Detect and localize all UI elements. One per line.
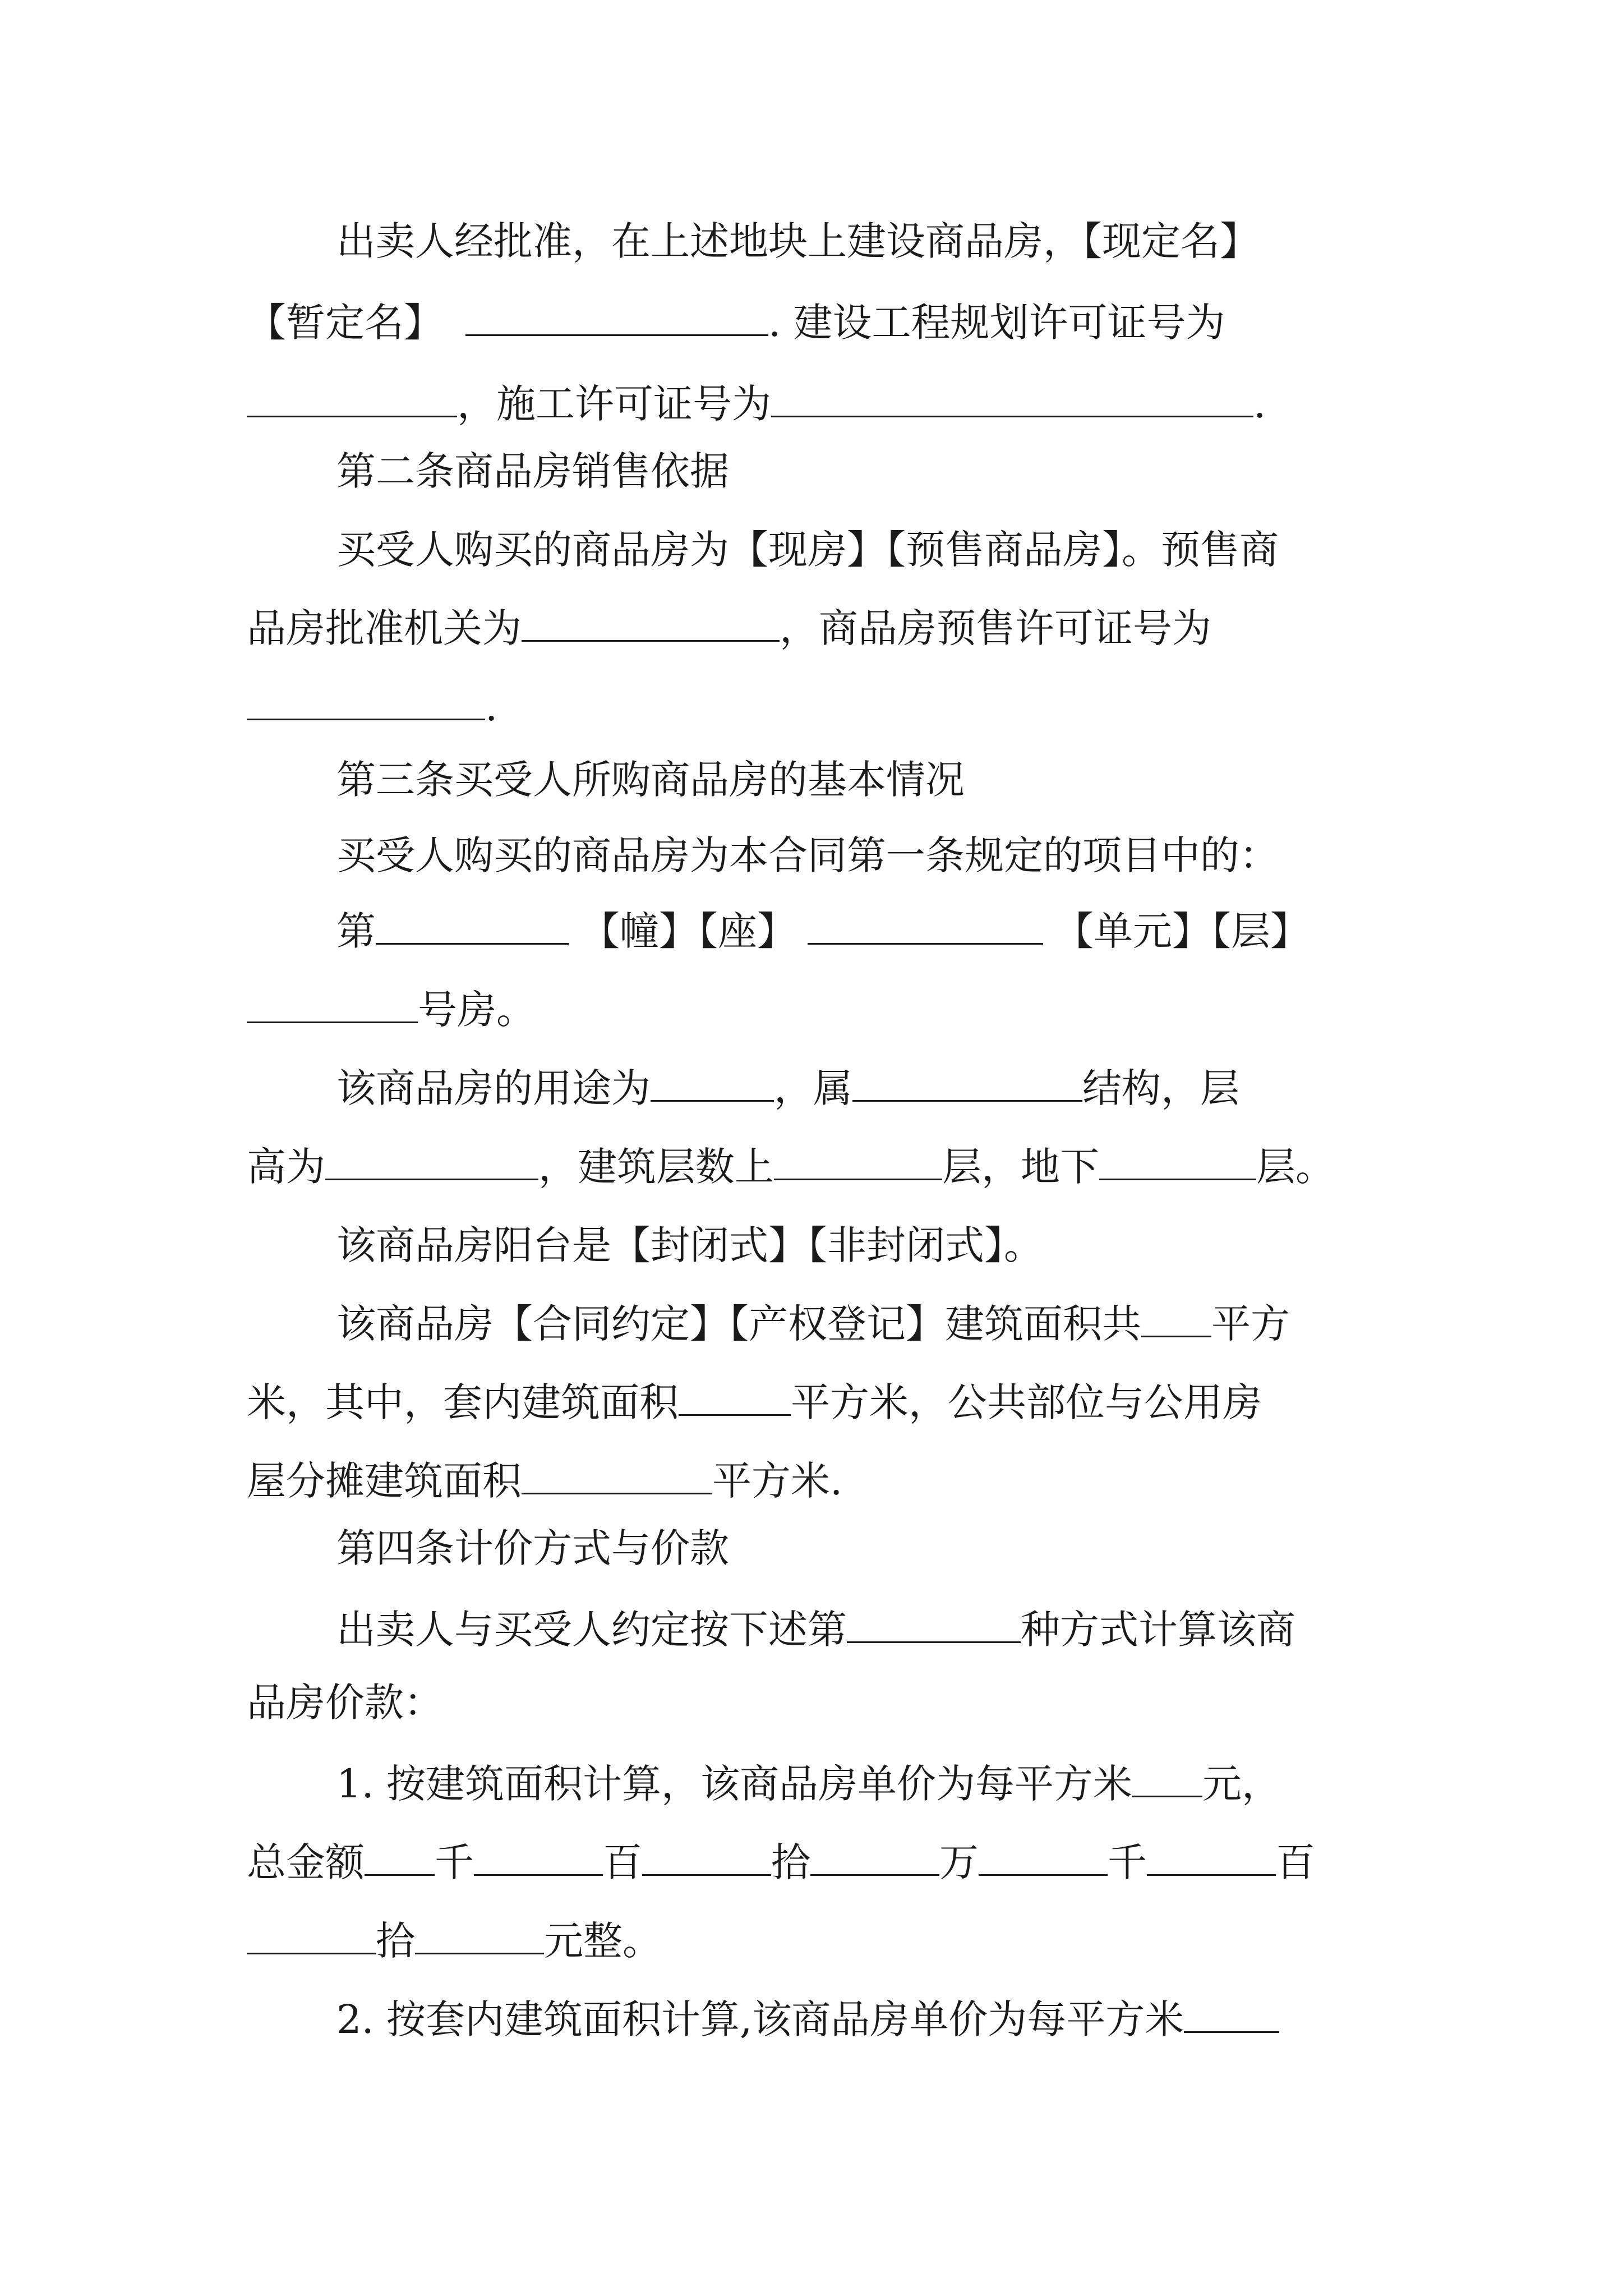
text: 千	[435, 1839, 474, 1885]
text: 高为	[247, 1144, 325, 1190]
text: ，商品房预售许可证号为	[780, 605, 1211, 651]
blank-amount-bai-wan[interactable]	[474, 1837, 603, 1876]
blank-project-name[interactable]	[465, 297, 768, 337]
text: 万	[939, 1839, 979, 1885]
p1-line2	[247, 295, 1380, 351]
text: 买受人购买的商品房为【现房】【预售商品房】。预售商	[336, 527, 1279, 573]
text: 第三条买受人所购商品房的基本情况	[336, 757, 965, 803]
blank-planning-permit[interactable]	[247, 379, 457, 418]
blank-structure[interactable]	[852, 1063, 1082, 1102]
text: 【幢】【座】	[580, 908, 796, 954]
text: 百	[603, 1839, 642, 1885]
text: 米，其中，套内建筑面积	[247, 1379, 679, 1425]
text: . 建设工程规划许可证号为	[768, 300, 1225, 346]
text: 拾	[771, 1839, 810, 1885]
p1-line3	[247, 376, 1380, 432]
text: 1. 按建筑面积计算，该商品房单价为每平方米	[336, 1761, 1133, 1807]
art2-line2	[247, 600, 1380, 656]
text: .	[1253, 381, 1266, 427]
text: 千	[1108, 1839, 1147, 1885]
art4-heading	[336, 1520, 1380, 1576]
blank-method-number[interactable]	[847, 1604, 1021, 1644]
blank-shared-area[interactable]	[522, 1456, 712, 1495]
text: 拾	[376, 1918, 415, 1964]
text: ，建筑层数上	[538, 1144, 774, 1190]
text: .	[485, 684, 498, 730]
blank-amount-wan[interactable]	[810, 1837, 939, 1876]
blank-presale-permit[interactable]	[247, 682, 485, 721]
text: 平方米.	[712, 1458, 843, 1504]
text: 平方	[1211, 1301, 1290, 1347]
art2-line3	[247, 679, 1380, 735]
text: 平方米，公共部位与公用房	[791, 1379, 1262, 1425]
blank-amount-qian[interactable]	[979, 1837, 1108, 1876]
blank-building[interactable]	[376, 906, 569, 945]
text: 种方式计算该商	[1021, 1607, 1295, 1653]
blank-usage[interactable]	[651, 1063, 774, 1102]
text: 屋分摊建筑面积	[247, 1458, 522, 1504]
text: 第四条计价方式与价款	[336, 1525, 729, 1571]
art3-balcony	[336, 1217, 1380, 1273]
text: 结构，层	[1082, 1065, 1239, 1111]
blank-amount-shi-prefix[interactable]	[247, 1916, 376, 1955]
art4-method1-line1	[336, 1756, 1380, 1812]
blank-floor-height[interactable]	[325, 1142, 538, 1181]
blank-amount-yuan[interactable]	[415, 1916, 544, 1955]
art3-use-line2	[247, 1139, 1380, 1195]
text: 出卖人经批准，在上述地块上建设商品房，【现定名】	[336, 218, 1259, 264]
blank-amount-qian-wan[interactable]	[365, 1837, 435, 1876]
art3-area-line1	[336, 1296, 1380, 1352]
art2-heading	[336, 443, 1380, 499]
text: 品房价款：	[247, 1680, 443, 1726]
art3-line2	[336, 903, 1380, 959]
blank-unit[interactable]	[808, 906, 1043, 945]
text: 第	[336, 908, 376, 954]
art4-line2	[247, 1674, 1380, 1731]
text: 元整。	[544, 1918, 662, 1964]
text: 元，	[1202, 1761, 1281, 1807]
text: 第二条商品房销售依据	[336, 448, 729, 494]
art4-line1	[336, 1602, 1380, 1658]
text: 层。	[1256, 1144, 1335, 1190]
art4-method1-line2	[247, 1834, 1380, 1890]
text: 2. 按套内建筑面积计算,该商品房单价为每平方米	[336, 1996, 1184, 2042]
blank-floors-below[interactable]	[1099, 1142, 1256, 1181]
art2-line1	[336, 522, 1380, 578]
blank-amount-bai[interactable]	[1147, 1837, 1276, 1876]
blank-inner-area[interactable]	[679, 1377, 791, 1416]
text: 【单元】【层】	[1054, 908, 1310, 954]
text: 该商品房【合同约定】【产权登记】建筑面积共	[336, 1301, 1141, 1347]
text: ，施工许可证号为	[457, 381, 771, 427]
blank-amount-shi-wan[interactable]	[642, 1837, 771, 1876]
art3-use-line1	[336, 1060, 1380, 1116]
blank-room-number[interactable]	[247, 984, 418, 1024]
text: 品房批准机关为	[247, 605, 522, 651]
blank-construction-permit[interactable]	[771, 379, 1253, 418]
text: ，属	[774, 1065, 852, 1111]
art3-line3	[247, 982, 1380, 1038]
text: 总金额	[247, 1839, 365, 1885]
text: 该商品房阳台是【封闭式】【非封闭式】。	[336, 1222, 1043, 1268]
art3-area-line3	[247, 1453, 1380, 1509]
text: 层，地下	[942, 1144, 1099, 1190]
art3-area-line2	[247, 1374, 1380, 1430]
text: 出卖人与买受人约定按下述第	[336, 1607, 847, 1653]
blank-total-area[interactable]	[1141, 1299, 1211, 1338]
text: 该商品房的用途为	[336, 1065, 651, 1111]
blank-approval-authority[interactable]	[522, 603, 780, 642]
art3-line1	[336, 827, 1380, 884]
blank-unit-price[interactable]	[1132, 1759, 1202, 1798]
art4-method2-line1	[336, 1991, 1380, 2047]
text: 号房。	[418, 987, 536, 1033]
text: 百	[1276, 1839, 1315, 1885]
text: 买受人购买的商品房为本合同第一条规定的项目中的：	[336, 832, 1279, 878]
blank-floors-above[interactable]	[774, 1142, 942, 1181]
p1-line1	[336, 213, 1380, 269]
text: 【暂定名】	[247, 300, 443, 346]
art4-method1-line3	[247, 1913, 1380, 1969]
art3-heading	[336, 752, 1380, 808]
blank-inner-unit-price[interactable]	[1184, 1994, 1279, 2033]
